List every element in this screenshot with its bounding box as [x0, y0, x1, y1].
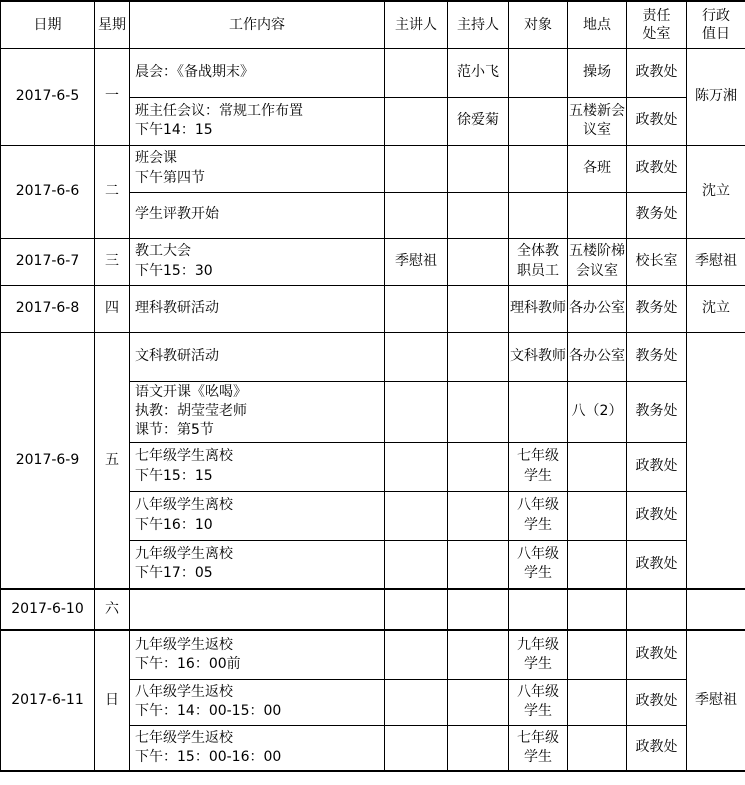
col-header-speaker: 主讲人 [385, 1, 448, 48]
host-cell [448, 238, 509, 285]
speaker-cell [385, 97, 448, 145]
speaker-cell [385, 630, 448, 679]
host-cell [448, 285, 509, 332]
col-header-department: 责任 处室 [627, 1, 687, 48]
host-cell [448, 381, 509, 442]
location-cell: 操场 [568, 48, 627, 97]
speaker-cell [385, 332, 448, 381]
table-row [1, 630, 745, 679]
host-cell [448, 540, 509, 589]
weekday-cell: 二 [95, 145, 130, 238]
host-cell: 徐爱菊 [448, 97, 509, 145]
speaker-cell [385, 145, 448, 192]
col-header-date: 日期 [1, 1, 95, 48]
content-cell: 八年级学生离校 下午16：10 [130, 491, 385, 540]
table-row [1, 48, 745, 97]
department-cell: 政教处 [627, 630, 687, 679]
duty-cell: 沈立 [687, 145, 745, 238]
department-cell: 教务处 [627, 285, 687, 332]
department-cell: 校长室 [627, 238, 687, 285]
department-cell: 政教处 [627, 48, 687, 97]
target-cell: 八年级 学生 [509, 491, 568, 540]
target-cell [509, 589, 568, 630]
department-cell: 政教处 [627, 725, 687, 771]
location-cell: 各班 [568, 145, 627, 192]
department-cell: 政教处 [627, 679, 687, 725]
col-header-target: 对象 [509, 1, 568, 48]
target-cell [509, 97, 568, 145]
target-cell [509, 192, 568, 238]
weekday-cell: 日 [95, 630, 130, 771]
location-cell [568, 589, 627, 630]
content-cell: 班会课 下午第四节 [130, 145, 385, 192]
table-row [1, 332, 745, 381]
content-cell: 教工大会 下午15：30 [130, 238, 385, 285]
speaker-cell [385, 48, 448, 97]
department-cell: 政教处 [627, 442, 687, 491]
target-cell: 理科教师 [509, 285, 568, 332]
header-row [1, 1, 745, 48]
location-cell [568, 540, 627, 589]
table-row [1, 145, 745, 192]
department-cell: 教务处 [627, 192, 687, 238]
location-cell [568, 725, 627, 771]
duty-cell: 陈万湘 [687, 48, 745, 145]
department-cell: 政教处 [627, 145, 687, 192]
col-header-location: 地点 [568, 1, 627, 48]
target-cell: 七年级 学生 [509, 725, 568, 771]
table-row [1, 238, 745, 285]
host-cell [448, 630, 509, 679]
duty-cell: 沈立 [687, 285, 745, 332]
host-cell [448, 491, 509, 540]
location-cell [568, 679, 627, 725]
speaker-cell [385, 285, 448, 332]
department-cell: 政教处 [627, 491, 687, 540]
date-cell: 2017-6-11 [1, 630, 95, 771]
host-cell [448, 679, 509, 725]
date-cell: 2017-6-10 [1, 589, 95, 630]
content-cell: 语文开课《吆喝》 执教：胡莹莹老师 课节：第5节 [130, 381, 385, 442]
department-cell: 教务处 [627, 381, 687, 442]
weekday-cell: 五 [95, 332, 130, 589]
target-cell: 八年级 学生 [509, 540, 568, 589]
location-cell [568, 192, 627, 238]
location-cell: 五楼新会 议室 [568, 97, 627, 145]
speaker-cell [385, 381, 448, 442]
table-row [1, 285, 745, 332]
target-cell [509, 145, 568, 192]
weekday-cell: 一 [95, 48, 130, 145]
target-cell [509, 381, 568, 442]
host-cell: 范小飞 [448, 48, 509, 97]
content-cell: 七年级学生返校 下午：15：00-16：00 [130, 725, 385, 771]
location-cell: 各办公室 [568, 285, 627, 332]
col-header-weekday: 星期 [95, 1, 130, 48]
table-row [1, 589, 745, 630]
location-cell: 八（2） [568, 381, 627, 442]
content-cell: 九年级学生离校 下午17：05 [130, 540, 385, 589]
department-cell: 教务处 [627, 332, 687, 381]
duty-cell [687, 589, 745, 630]
duty-cell: 季慰祖 [687, 630, 745, 771]
content-cell: 班主任会议：常规工作布置 下午14：15 [130, 97, 385, 145]
col-header-duty: 行政 值日 [687, 1, 745, 48]
col-header-content: 工作内容 [130, 1, 385, 48]
host-cell [448, 589, 509, 630]
host-cell [448, 725, 509, 771]
date-cell: 2017-6-8 [1, 285, 95, 332]
speaker-cell [385, 679, 448, 725]
host-cell [448, 145, 509, 192]
content-cell: 八年级学生返校 下午：14：00-15：00 [130, 679, 385, 725]
content-cell: 学生评教开始 [130, 192, 385, 238]
date-cell: 2017-6-5 [1, 48, 95, 145]
target-cell: 全体教 职员工 [509, 238, 568, 285]
weekday-cell: 四 [95, 285, 130, 332]
duty-cell [687, 332, 745, 589]
speaker-cell [385, 725, 448, 771]
target-cell: 文科教师 [509, 332, 568, 381]
department-cell: 政教处 [627, 97, 687, 145]
speaker-cell [385, 192, 448, 238]
host-cell [448, 442, 509, 491]
speaker-cell: 季慰祖 [385, 238, 448, 285]
host-cell [448, 332, 509, 381]
content-cell: 晨会：《备战期末》 [130, 48, 385, 97]
weekday-cell: 六 [95, 589, 130, 630]
location-cell [568, 442, 627, 491]
target-cell [509, 48, 568, 97]
department-cell [627, 589, 687, 630]
target-cell: 九年级 学生 [509, 630, 568, 679]
content-cell: 文科教研活动 [130, 332, 385, 381]
target-cell: 七年级 学生 [509, 442, 568, 491]
duty-cell: 季慰祖 [687, 238, 745, 285]
date-cell: 2017-6-9 [1, 332, 95, 589]
location-cell: 各办公室 [568, 332, 627, 381]
content-cell [130, 589, 385, 630]
col-header-host: 主持人 [448, 1, 509, 48]
location-cell: 五楼阶梯 会议室 [568, 238, 627, 285]
speaker-cell [385, 491, 448, 540]
content-cell: 九年级学生返校 下午：16：00前 [130, 630, 385, 679]
department-cell: 政教处 [627, 540, 687, 589]
date-cell: 2017-6-6 [1, 145, 95, 238]
content-cell: 七年级学生离校 下午15：15 [130, 442, 385, 491]
speaker-cell [385, 589, 448, 630]
host-cell [448, 192, 509, 238]
content-cell: 理科教研活动 [130, 285, 385, 332]
date-cell: 2017-6-7 [1, 238, 95, 285]
target-cell: 八年级 学生 [509, 679, 568, 725]
location-cell [568, 630, 627, 679]
speaker-cell [385, 442, 448, 491]
speaker-cell [385, 540, 448, 589]
weekday-cell: 三 [95, 238, 130, 285]
location-cell [568, 491, 627, 540]
